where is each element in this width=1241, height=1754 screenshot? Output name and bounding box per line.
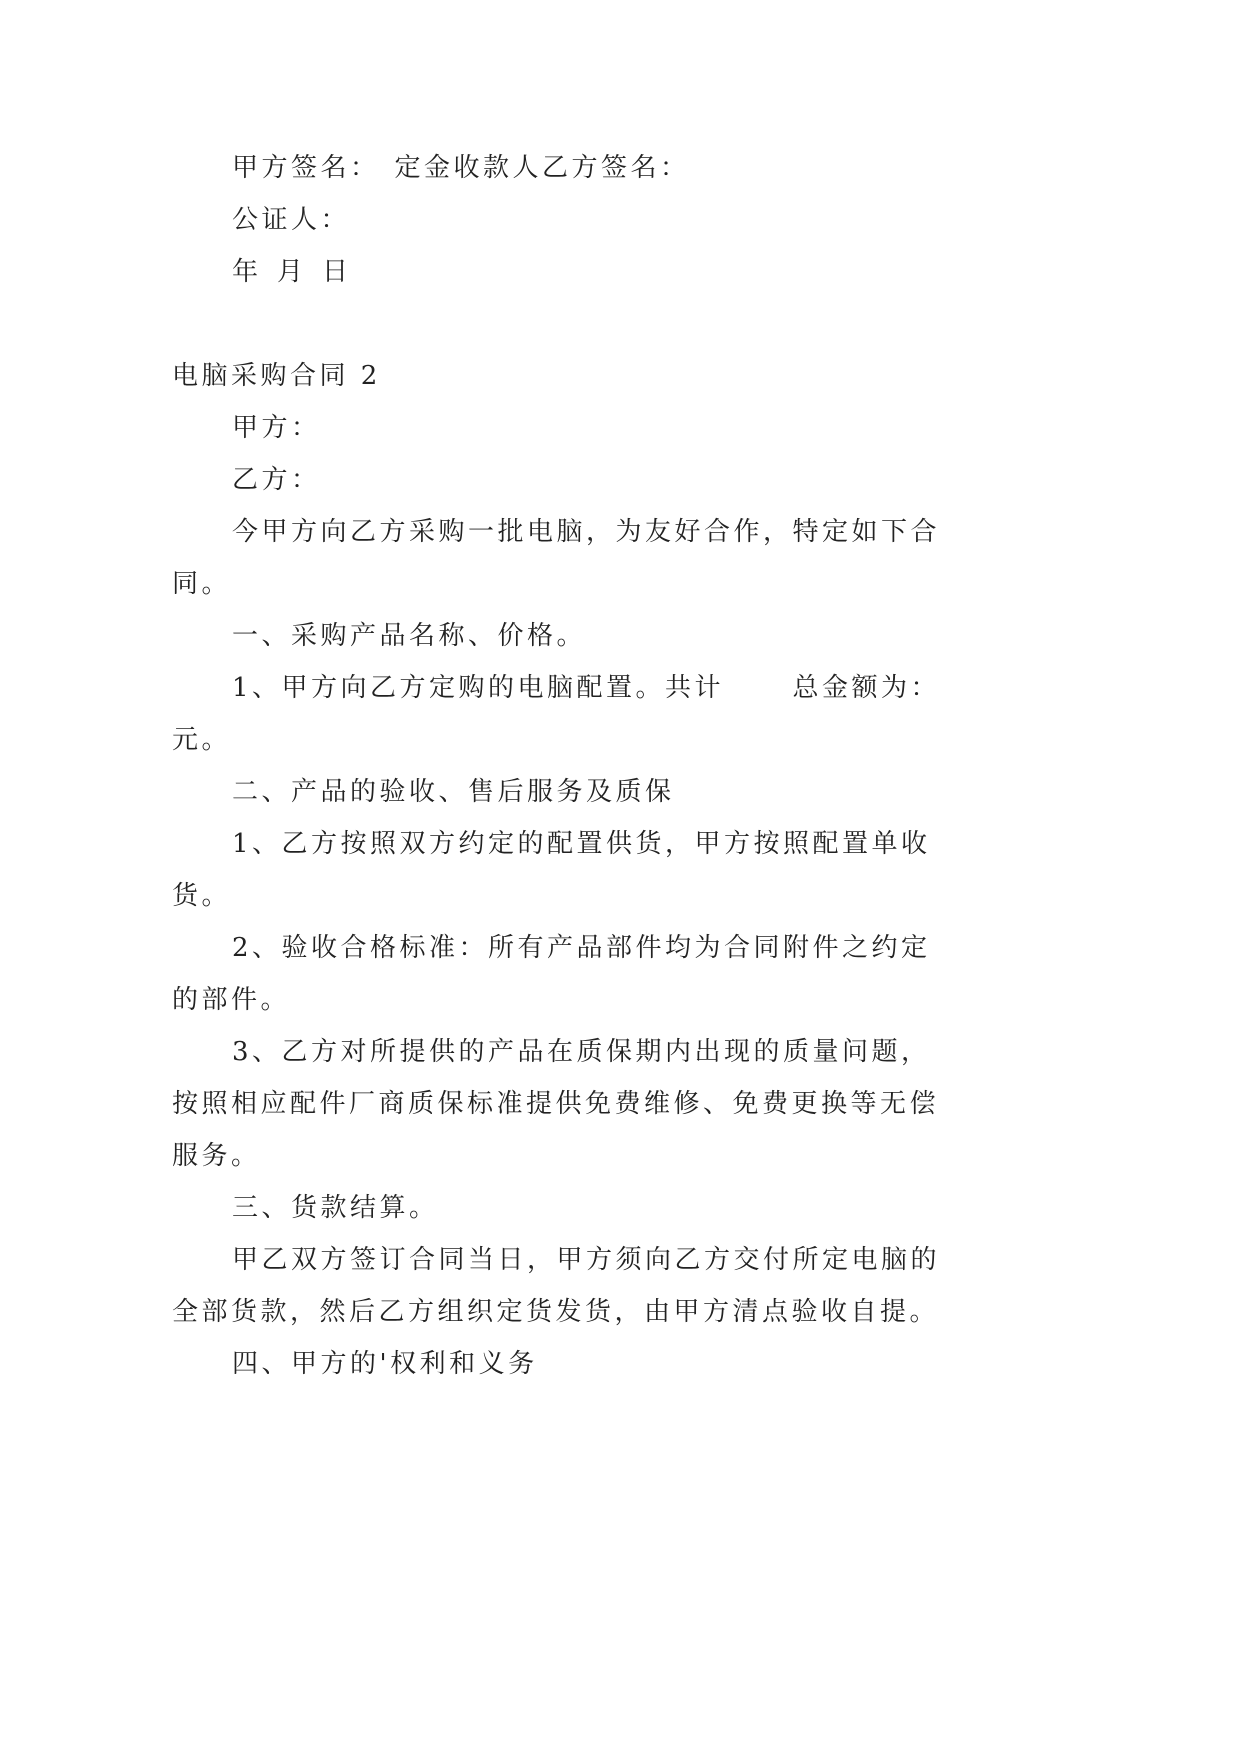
deposit-party-b-signature-label: 定金收款人乙方签名： xyxy=(394,153,690,183)
section-3-heading: 三、货款结算。 xyxy=(232,1193,439,1223)
price-clause-line xyxy=(172,662,1072,714)
warranty-item-3-line-3: 服务。 xyxy=(172,1141,261,1171)
acceptance-item-1-line-1: 1、乙方按照双方约定的配置供货，甲方按照配置单收 xyxy=(232,829,931,859)
intro-line-1: 今甲方向乙方采购一批电脑，为友好合作，特定如下合 xyxy=(232,517,941,547)
acceptance-item-1-line-2: 货。 xyxy=(172,881,232,911)
settlement-line-1: 甲乙双方签订合同当日，甲方须向乙方交付所定电脑的 xyxy=(232,1245,941,1275)
document-page xyxy=(172,142,1072,1390)
warranty-item-3-line-1: 3、乙方对所提供的产品在质保期内出现的质量问题， xyxy=(232,1037,931,1067)
total-amount-label: 总金额为： xyxy=(792,673,940,703)
party-a-signature-label: 甲方签名： xyxy=(232,153,380,183)
settlement-line-2: 全部货款，然后乙方组织定货发货，由甲方清点验收自提。 xyxy=(172,1297,940,1327)
party-b-label: 乙方： xyxy=(232,465,321,495)
date-line: 年 月 日 xyxy=(232,257,352,287)
section-4-heading: 四、甲方的'权利和义务 xyxy=(232,1349,538,1379)
notary-label: 公证人： xyxy=(232,205,351,235)
section-1-heading: 一、采购产品名称、价格。 xyxy=(232,621,587,651)
section-2-heading: 二、产品的验收、售后服务及质保 xyxy=(232,777,675,807)
party-a-label: 甲方： xyxy=(232,413,321,443)
acceptance-item-2-line-2: 的部件。 xyxy=(172,985,291,1015)
price-clause-tail: 元。 xyxy=(172,725,232,755)
signature-line xyxy=(172,142,1072,194)
blank-line xyxy=(172,298,1072,350)
intro-line-2: 同。 xyxy=(172,569,232,599)
price-clause-text: 1、甲方向乙方定购的电脑配置。共计 xyxy=(232,673,725,703)
warranty-item-3-line-2: 按照相应配件厂商质保标准提供免费维修、免费更换等无偿 xyxy=(172,1089,940,1119)
acceptance-item-2-line-1: 2、验收合格标准：所有产品部件均为合同附件之约定 xyxy=(232,933,931,963)
contract-title: 电脑采购合同 2 xyxy=(172,361,381,391)
